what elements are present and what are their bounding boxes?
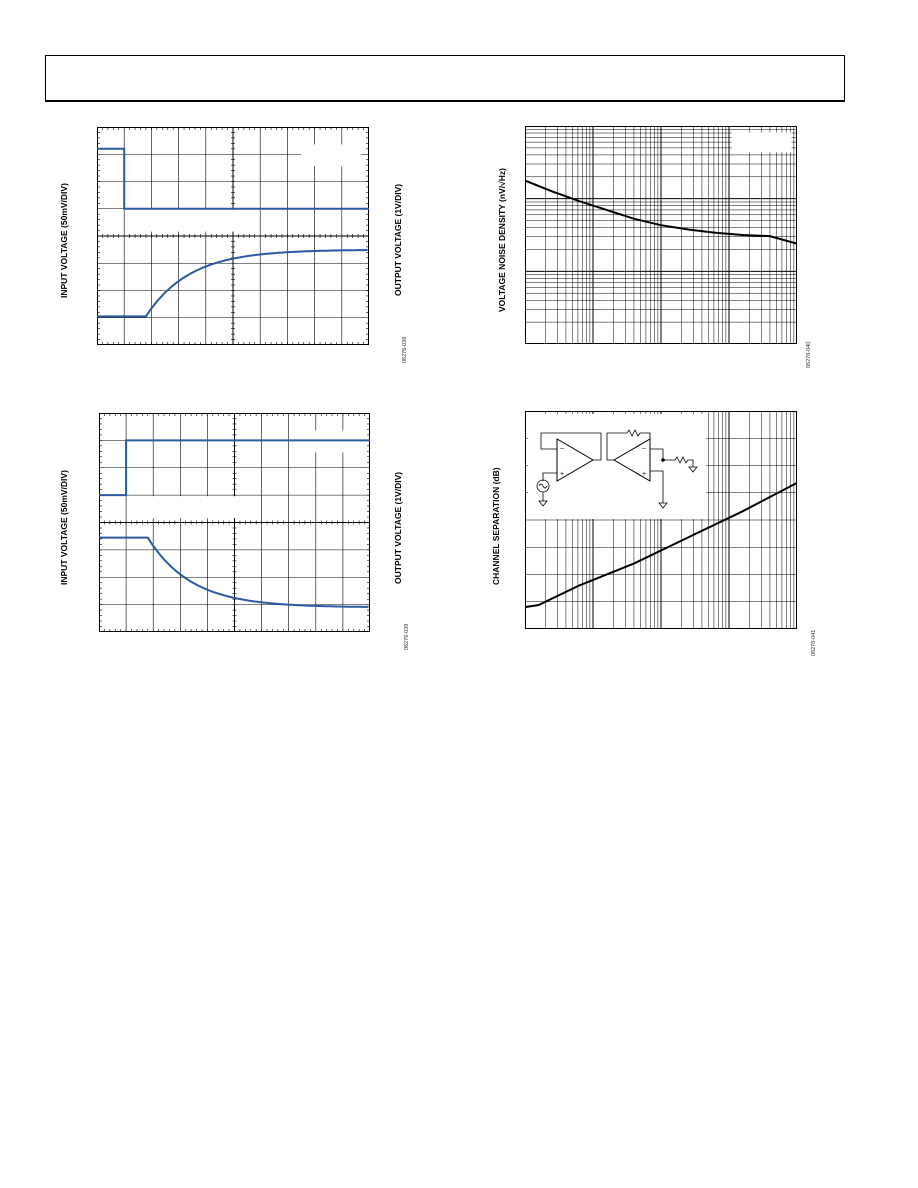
scope-plot-step-up [99, 413, 370, 632]
output-trace [97, 250, 368, 316]
y-axis-label: CHANNEL SEPARATION (dB) [491, 467, 501, 585]
output-trace [99, 538, 369, 607]
junction-dot [661, 458, 665, 462]
y-axis-label-right: OUTPUT VOLTAGE (1V/DIV) [393, 183, 403, 296]
noise-density-plot [525, 126, 797, 344]
y-axis-label-left: INPUT VOLTAGE (50mV/DIV) [59, 470, 69, 585]
minus-sign: − [560, 446, 565, 453]
page-header-box [45, 55, 845, 102]
figure-id: 06276-041 [811, 629, 817, 656]
y-axis-label-left: INPUT VOLTAGE (50mV/DIV) [59, 183, 69, 298]
plus-sign: + [560, 471, 565, 478]
annotation-box [130, 210, 239, 232]
schematic-inset [528, 414, 706, 519]
legend-box [301, 144, 361, 166]
legend-box [302, 431, 362, 453]
figure-id: 06276-038 [402, 336, 408, 363]
y-axis-label-right: OUTPUT VOLTAGE (1V/DIV) [393, 471, 403, 584]
inset-background [528, 414, 706, 519]
channel-separation-plot [525, 411, 797, 629]
plus-sign: + [642, 471, 647, 478]
scope-plot-step-down [97, 127, 369, 345]
figure-id: 06276-040 [806, 341, 812, 368]
y-axis-label: VOLTAGE NOISE DENSITY (nV/√Hz) [497, 168, 507, 312]
minus-sign: − [642, 446, 647, 453]
figure-id: 06276-039 [404, 623, 410, 650]
legend-box [732, 133, 792, 153]
annotation-box [132, 496, 240, 518]
